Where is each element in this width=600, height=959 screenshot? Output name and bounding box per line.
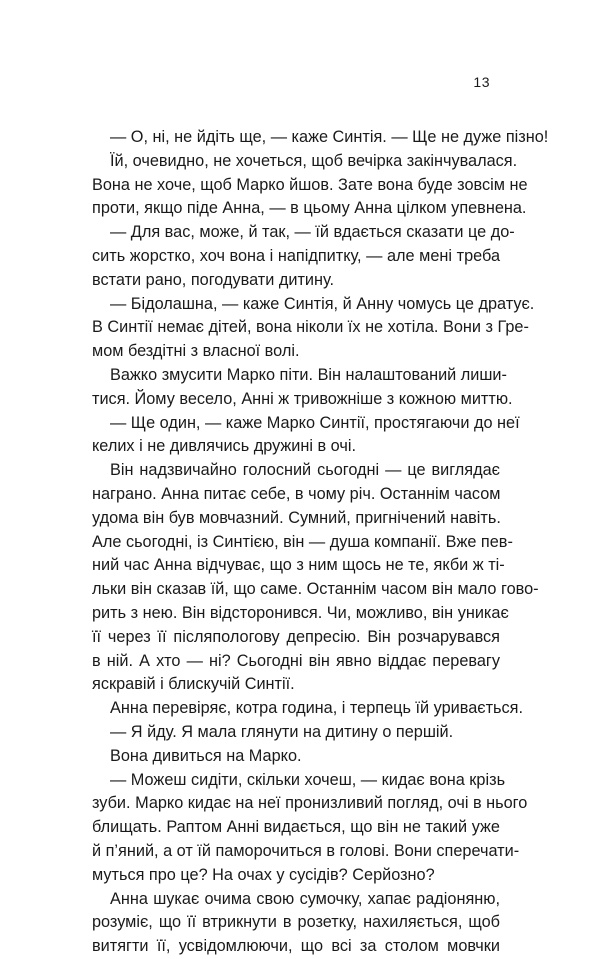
text-line: келих і не дивлячись дружині в очі.	[92, 437, 357, 456]
text-line: муться про це? На очах у сусідів? Серйозно?	[92, 865, 435, 884]
text-line: льки він сказав їй, що саме. Останнім часом він мало гово-	[92, 580, 539, 599]
text-line: — Можеш сидіти, скільки хочеш, — кидає вона крізь	[110, 770, 506, 789]
text-line: В Синтії немає дітей, вона ніколи їх не хотіла. Вони з Гре-	[92, 318, 529, 337]
text-line: витягти її, усвідомлюючи, що всі за столом мовчки	[92, 937, 500, 956]
text-line: тися. Йому весело, Анні ж тривожніше з кожною миттю.	[92, 389, 513, 408]
text-line: ний час Анна відчуває, що з ним щось не те, якби ж ті-	[92, 556, 505, 575]
text-line: проти, якщо піде Анна, — в цьому Анна цілком упевнена.	[92, 199, 527, 218]
text-line: — Бідолашна, — каже Синтія, й Анну чомусь це дратує.	[110, 294, 535, 313]
text-line: Їй, очевидно, не хочеться, щоб вечірка закінчувалася.	[110, 151, 518, 170]
body-text	[92, 126, 549, 959]
page-number: 13	[473, 74, 490, 90]
text-line: Вона дивиться на Марко.	[110, 746, 302, 765]
text-line: — Для вас, може, й так, — їй вдається сказати це до-	[110, 223, 515, 242]
text-line: Але сьогодні, із Синтією, він — душа компанії. Вже пев-	[92, 532, 513, 551]
text-line: її через її післяпологову депресію. Він розчарувався	[92, 627, 500, 646]
text-line: — О, ні, не йдіть ще, — каже Синтія. — Ще не дуже пізно!	[110, 128, 549, 146]
text-line: Анна шукає очима свою сумочку, хапає радіоняню,	[110, 889, 500, 908]
text-line: рить з нею. Він відсторонився. Чи, можливо, він уникає	[92, 603, 509, 622]
text-line: зуби. Марко кидає на неї пронизливий погляд, очі в нього	[92, 794, 528, 813]
text-line: яскравій і блискучій Синтії.	[92, 675, 295, 694]
text-line: — Ще один, — каже Марко Синтії, простягаючи до неї	[110, 413, 520, 432]
text-line: встати рано, погодувати дитину.	[92, 270, 335, 289]
text-line: удома він був мовчазний. Сумний, пригнічений навіть.	[92, 508, 501, 527]
text-line: Він надзвичайно голосний сьогодні — це виглядає	[110, 461, 500, 480]
text-line: й п’яний, а от їй паморочиться в голові. Вони сперечати-	[92, 841, 520, 860]
text-line: в ній. А хто — ні? Сьогодні він явно віддає перевагу	[92, 651, 500, 670]
text-line: Анна перевіряє, котра година, і терпець їй уривається.	[110, 699, 523, 718]
text-line: Вона не хоче, щоб Марко йшов. Зате вона буде зовсім не	[92, 175, 528, 194]
text-line: Важко змусити Марко піти. Він налаштований лиши-	[110, 365, 507, 384]
text-line: награно. Анна питає себе, в чому річ. Останнім часом	[92, 484, 501, 503]
text-line: сить жорстко, хоч вона і напідпитку, — але мені треба	[92, 246, 500, 265]
text-line: блищать. Раптом Анні видається, що він не такий уже	[92, 818, 500, 837]
text-line: — Я йду. Я мала глянути на дитину о першій.	[110, 722, 454, 741]
text-line: розуміє, що її втрикнути в розетку, нахиляється, щоб	[92, 913, 500, 932]
text-line: мом бездітні з власної волі.	[92, 342, 300, 361]
